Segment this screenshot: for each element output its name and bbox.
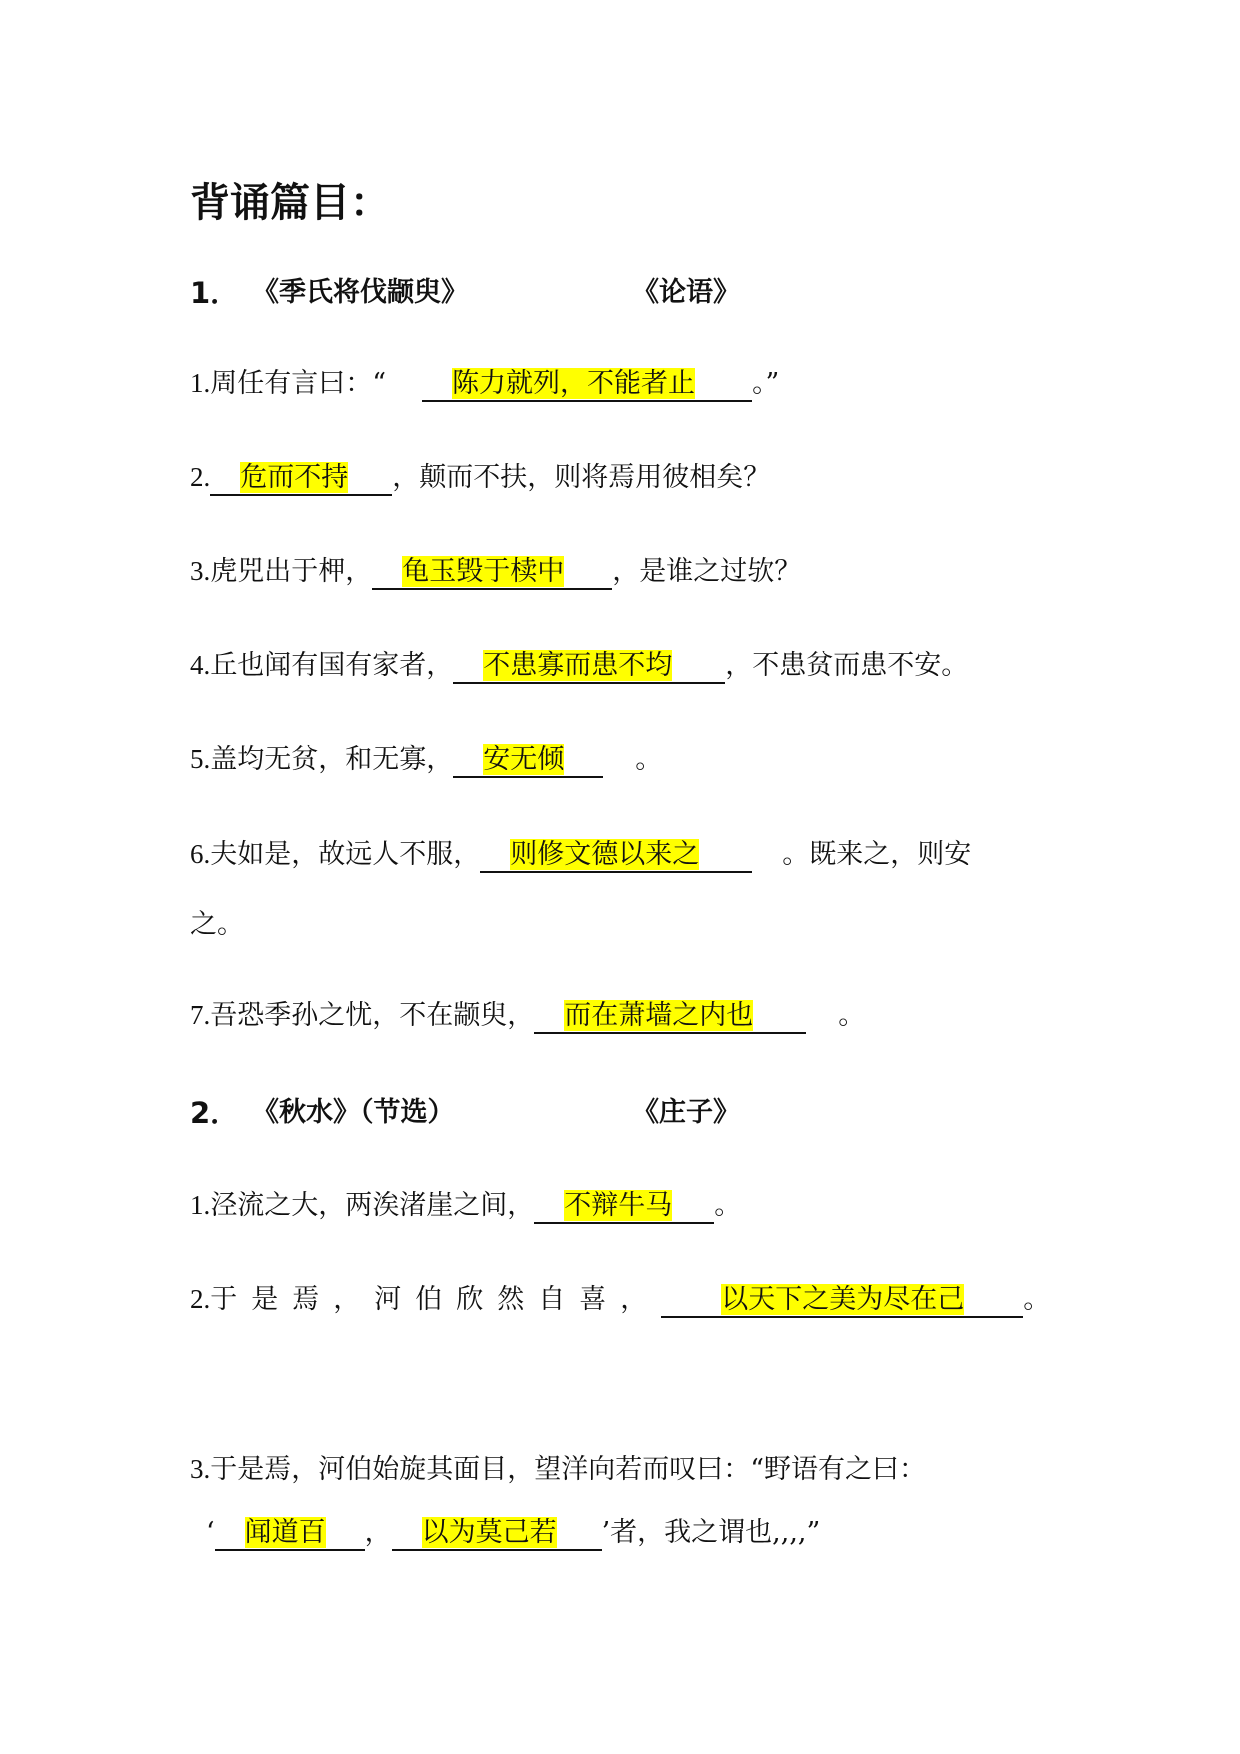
answer-highlight: 陈力就列，不能者止 (452, 368, 696, 399)
fill-blank (534, 1000, 806, 1034)
fill-blank (453, 650, 725, 684)
answer-highlight: 龟玉毁于椟中 (402, 556, 565, 587)
answer-highlight: 而在萧墙之内也 (564, 1000, 754, 1031)
answer-highlight: 闻道百 (244, 1517, 326, 1548)
fill-blank (453, 744, 603, 778)
recitation-line: 5.盖均无贫，和无寡， 安无倾 。 (190, 741, 662, 778)
fill-blank (480, 839, 752, 873)
recitation-line: 3.虎兕出于柙， 龟玉毁于椟中 ，是谁之过欤？ (190, 553, 801, 590)
recitation-line: 1.泾流之大，两涘渚崖之间， 不辩牛马 。 (190, 1187, 741, 1224)
fill-blank (534, 1190, 714, 1224)
answer-highlight: 以天下之美为尽在己 (721, 1284, 965, 1315)
answer-highlight: 以为莫己若 (421, 1517, 557, 1548)
fill-blank (422, 368, 752, 402)
document-title: 背诵篇目： (190, 180, 390, 226)
fill-blank (372, 556, 612, 590)
section-work-title: 《季氏将伐颛臾》 (252, 277, 468, 308)
section-heading-1 (190, 275, 740, 313)
answer-highlight: 不患寡而患不均 (483, 650, 673, 681)
fill-blank (392, 1517, 602, 1551)
answer-highlight: 则修文德以来之 (510, 839, 700, 870)
fill-blank (661, 1284, 1023, 1318)
section-source: 《论语》 (632, 277, 740, 308)
fill-blank (215, 1517, 365, 1551)
recitation-line: 2.于是焉，河伯欣然自喜， 以天下之美为尽在己 。 (190, 1281, 1050, 1318)
section-number: 1． (190, 276, 240, 310)
section-heading-2 (190, 1095, 740, 1133)
recitation-line-continuation: 之。 (190, 909, 244, 940)
answer-highlight: 危而不持 (240, 462, 349, 493)
recitation-line: 3.于是焉，河伯始旋其面目，望洋向若而叹曰：“野语有之曰： (190, 1454, 927, 1485)
section-number: 2． (190, 1096, 240, 1130)
recitation-line: 1.周任有言曰：“ 陈力就列，不能者止 。” (190, 365, 779, 402)
recitation-line: 4.丘也闻有国有家者， 不患寡而患不均 ，不患贫而患不安。 (190, 647, 968, 684)
recitation-line: 2. 危而不持 ，颠而不扶，则将焉用彼相矣？ (190, 459, 770, 496)
recitation-line: 6.夫如是，故远人不服， 则修文德以来之 。既来之，则安 (190, 836, 971, 873)
recitation-line-continuation: ‘ 闻道百 ， 以为莫己若 ’者，我之谓也,,,,” (206, 1515, 820, 1551)
answer-highlight: 不辩牛马 (564, 1190, 673, 1221)
answer-highlight: 安无倾 (483, 744, 565, 775)
section-work-title: 《秋水》（节选） (252, 1097, 455, 1128)
fill-blank (210, 462, 392, 496)
recitation-line: 7.吾恐季孙之忧，不在颛臾， 而在萧墙之内也 。 (190, 997, 865, 1034)
section-source: 《庄子》 (632, 1097, 740, 1128)
